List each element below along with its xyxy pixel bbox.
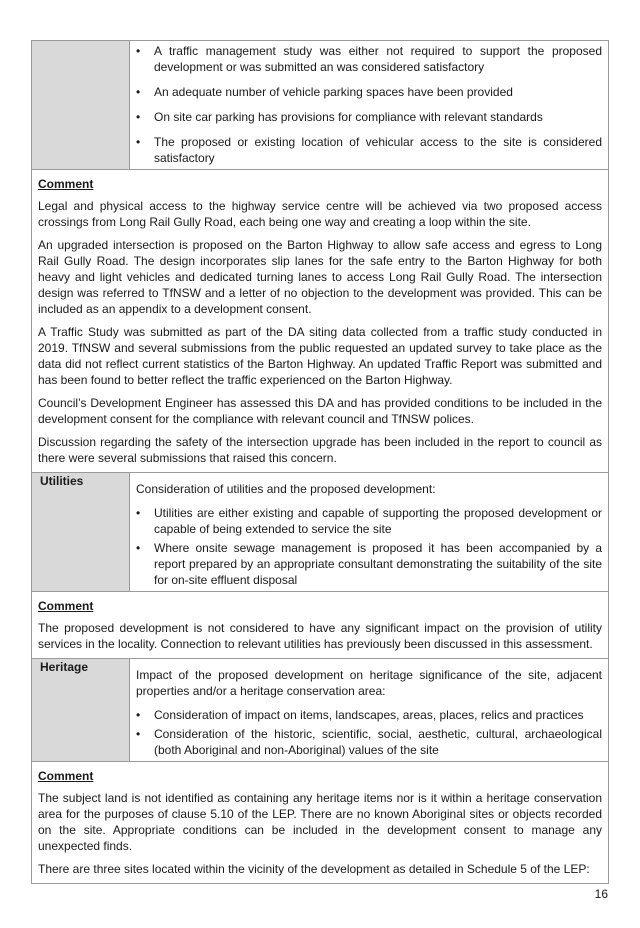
heritage-criteria-list [136, 707, 602, 758]
utilities-comment-row [32, 592, 609, 659]
heritage-comment-body [38, 790, 602, 877]
heritage-label-cell: Heritage [32, 659, 130, 762]
traffic-criteria-cell [130, 41, 609, 170]
traffic-label-cell [32, 41, 130, 170]
comment-paragraph: The proposed development is not considered to have any significant impact on the provision of utility services in the locality. Connection to relevant utilities has previously been discussed in this assessment. [38, 621, 602, 651]
criteria-item: • An adequate number of vehicle parking spaces have been provided [136, 84, 602, 100]
criteria-item: • A traffic management study was either not required to support the proposed development or was submitted an was considered satisfactory [136, 43, 602, 75]
comment-paragraph: An upgraded intersection is proposed on the Barton Highway to allow safe access and egress to Long Rail Gully Road. The design incorporates slip lanes for the safe entry to the Barton Highway for both heavy and light vehicles and dedicated turning lanes to access Long Rail Gully Road. The intersection design was referred to TfNSW and a letter of no objection to the development was provided. This can be included as an appendix to a development consent. [38, 238, 602, 316]
criteria-item: • Consideration of the historic, scientific, social, aesthetic, cultural, archaeological (both Aboriginal and non-Aboriginal) values of the site [136, 726, 602, 758]
utilities-intro: Consideration of utilities and the proposed development: [136, 482, 436, 496]
page-number: 16 [594, 887, 608, 901]
comment-heading: Comment [38, 769, 94, 783]
traffic-criteria-list [136, 43, 602, 166]
comment-paragraph: A Traffic Study was submitted as part of the DA siting data collected from a traffic study conducted in 2019. TfNSW and several submissions from the public requested an updated survey to take place as the data did not reflect current statistics of the Barton Highway. An updated Traffic Report was submitted and has been found to better reflect the traffic experienced on the Barton Highway. [38, 325, 602, 387]
document-page [31, 40, 609, 884]
comment-heading: Comment [38, 177, 94, 191]
heritage-intro: Impact of the proposed development on heritage significance of the site, adjacent properties and/or a heritage conservation area: [136, 668, 602, 698]
criteria-item: • On site car parking has provisions for compliance with relevant standards [136, 109, 602, 125]
heritage-criteria-cell [130, 659, 609, 762]
comment-paragraph: Council’s Development Engineer has assessed this DA and has provided conditions to be included in the development consent for the compliance with relevant council and TfNSW polices. [38, 396, 602, 426]
traffic-criteria-row [32, 41, 609, 170]
comment-paragraph: The subject land is not identified as containing any heritage items nor is it within a heritage conservation area for the purposes of clause 5.10 of the LEP. There are no known Aboriginal sites or objects recorded on the site. Appropriate conditions can be included in the development consent to manage any unexpected finds. [38, 791, 602, 853]
utilities-comment-body [38, 620, 602, 652]
utilities-criteria-row [32, 473, 609, 592]
comment-paragraph: There are three sites located within the vicinity of the development as detailed in Schedule 5 of the LEP: [38, 862, 590, 876]
traffic-comment-body [38, 198, 602, 466]
comment-paragraph: Discussion regarding the safety of the intersection upgrade has been included in the report to council as there were several submissions that raised this concern. [38, 435, 602, 465]
heritage-criteria-row [32, 659, 609, 762]
heritage-comment-cell [32, 762, 609, 884]
traffic-comment-row [32, 170, 609, 473]
utilities-comment-cell [32, 592, 609, 659]
comment-heading: Comment [38, 599, 94, 613]
heritage-comment-row [32, 762, 609, 884]
traffic-comment-cell [32, 170, 609, 473]
assessment-table [31, 40, 609, 884]
criteria-item: • The proposed or existing location of vehicular access to the site is considered satisfactory [136, 134, 602, 166]
comment-paragraph: Legal and physical access to the highway service centre will be achieved via two proposed access crossings from Long Rail Gully Road, each being one way and creating a loop within the site. [38, 199, 602, 229]
criteria-item: • Consideration of impact on items, landscapes, areas, places, relics and practices [136, 707, 602, 723]
criteria-item: • Utilities are either existing and capable of supporting the proposed development or capable of being extended to service the site [136, 505, 602, 537]
utilities-criteria-list [136, 505, 602, 588]
utilities-label-cell: Utilities [32, 473, 130, 592]
utilities-criteria-cell [130, 473, 609, 592]
criteria-item: • Where onsite sewage management is proposed it has been accompanied by a report prepared by an appropriate consultant demonstrating the suitability of the site for on-site effluent disposal [136, 540, 602, 588]
